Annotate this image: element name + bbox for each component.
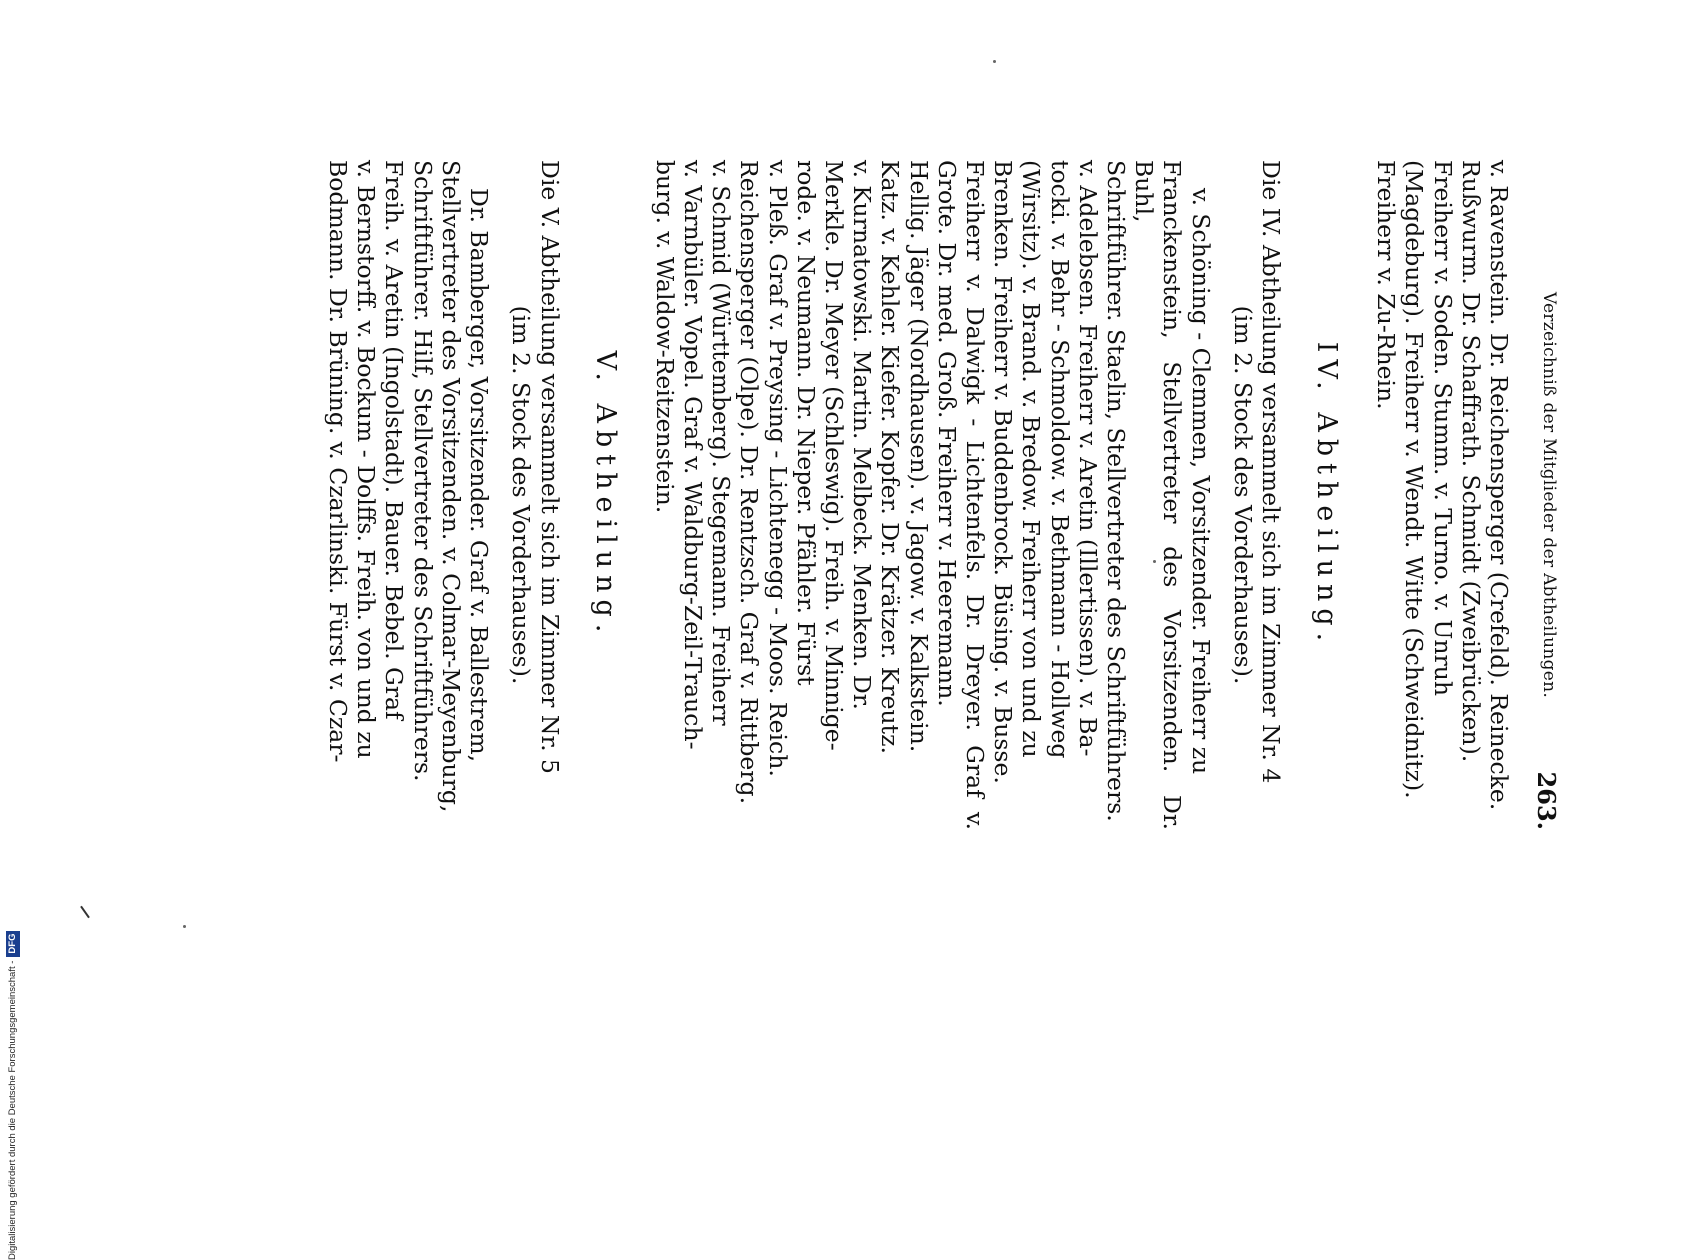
text-column [324,160,1561,830]
text-line: rode. v. Neumann. Dr. Nieper. Pfähler. Fürst [791,160,820,686]
text-line: Bodmann. Dr. Brüning. v. Czarlinski. Fürst v. Czar- [324,160,353,763]
text-line: v. Schmid (Württemberg). Stegemann. Freiherr [707,160,736,726]
digitization-stamp [4,900,24,1260]
text-line: v. Kurnatowski. Martin. Melbeck. Menken. Dr. [848,160,877,710]
scan-speck [993,60,996,63]
section-4 [651,160,1285,830]
text-line: Reichensperger (Olpe). Dr. Rentzsch. Graf v. Rittberg. [735,160,764,805]
section-5 [324,160,564,830]
text-line: v. Schöning - Clemmen, Vorsitzender. Freiherr zu [1186,188,1215,775]
section-5-session-line: Die V. Abtheilung versammelt sich im Zimmer Nr. 5 [535,160,564,774]
dfg-logo: DFG [6,931,20,957]
running-head: Verzeichniß der Mitglieder der Abtheilungen. [1539,291,1559,699]
section-4-title: IV. Abtheilung. [1310,341,1342,649]
text-line: Freiherr v. Soden. Stumm. v. Turno. v. Unruh [1428,160,1457,696]
text-line: Schriftführer. Hilf, Stellvertreter des Schriftführers. [408,160,437,782]
text-line: Stellvertreter des Vorsitzenden. v. Colmar-Meyenburg, [436,160,465,813]
section-5-session-location: (im 2. Stock des Vorderhauses). [507,305,536,685]
text-line: Hellig. Jäger (Nordhausen). v. Jagow. v. Kalkstein. [904,160,933,753]
text-line: burg. v. Waldow-Reitzenstein. [650,160,679,514]
stamp-text: Digitalisierung gefördert durch die Deutsche Forschungsgemeinschaft - [7,960,18,1260]
scan-speck [183,925,186,928]
section-4-session-location: (im 2. Stock des Vorderhauses). [1228,305,1257,685]
text-line: v. Adelebsen. Freiherr v. Aretin (Illertissen). v. Ba- [1073,160,1102,757]
text-line: Merkle. Dr. Meyer (Schleswig). Freih. v. Minnige- [819,160,848,751]
text-line: v. Varnbüler. Vopel. Graf v. Waldburg-Zeil-Trauch- [678,160,707,750]
text-line: Freih. v. Aretin (Ingolstadt). Bauer. Bebel. Graf [380,160,409,720]
text-line: Dr. Bamberger, Vorsitzender. Graf v. Ballestrem, [465,188,494,763]
text-line: Schriftführer. Staelin, Stellvertreter des Schriftführers. [1101,160,1130,822]
section-4-session-line: Die IV. Abtheilung versammelt sich im Zimmer Nr. 4 [1256,160,1285,784]
text-line: Brenken. Freiherr v. Buddenbrock. Büsing. v. Busse. [989,160,1018,784]
text-line: Rußwurm. Dr. Schaffrath. Schmidt (Zweibrücken). [1456,160,1485,763]
section-5-title: V. Abtheilung. [589,350,621,640]
text-line: Franckenstein, Stellvertreter des Vorsitzenden. Dr. Buhl, [1130,160,1187,830]
text-line: v. Bernstorff. v. Bockum - Dolffs. Freih. von und zu [352,160,381,759]
page-number: 263. [1532,771,1561,830]
page-header [1527,160,1561,830]
text-line: Freiherr v. Zu-Rhein. [1372,160,1401,410]
section-3-tail [1372,160,1513,830]
text-line: Freiherr v. Dalwigk - Lichtenfels. Dr. Dreyer. Graf v. Grote. Dr. med. Groß. Freiherr v. Heeremann. [932,160,989,830]
text-line: tocki. v. Behr - Schmoldow. v. Bethmann - Hollweg [1045,160,1074,759]
text-line: (Wirsitz). v. Brand. v. Bredow. Freiherr von und zu [1017,160,1046,758]
text-line: v. Ravenstein. Dr. Reichensperger (Crefeld). Reinecke. [1485,160,1513,811]
text-line: Katz. v. Kehler. Kiefer. Kopfer. Dr. Krätzer. Kreutz. [876,160,905,754]
text-line: (Magdeburg). Freiherr v. Wendt. Witte (Schweidnitz). [1400,160,1429,799]
text-line: v. Pleß. Graf v. Preysing - Lichtenegg - Moos. Reich. [763,160,792,777]
scan-mark [80,906,90,919]
scan-speck [1153,560,1156,563]
